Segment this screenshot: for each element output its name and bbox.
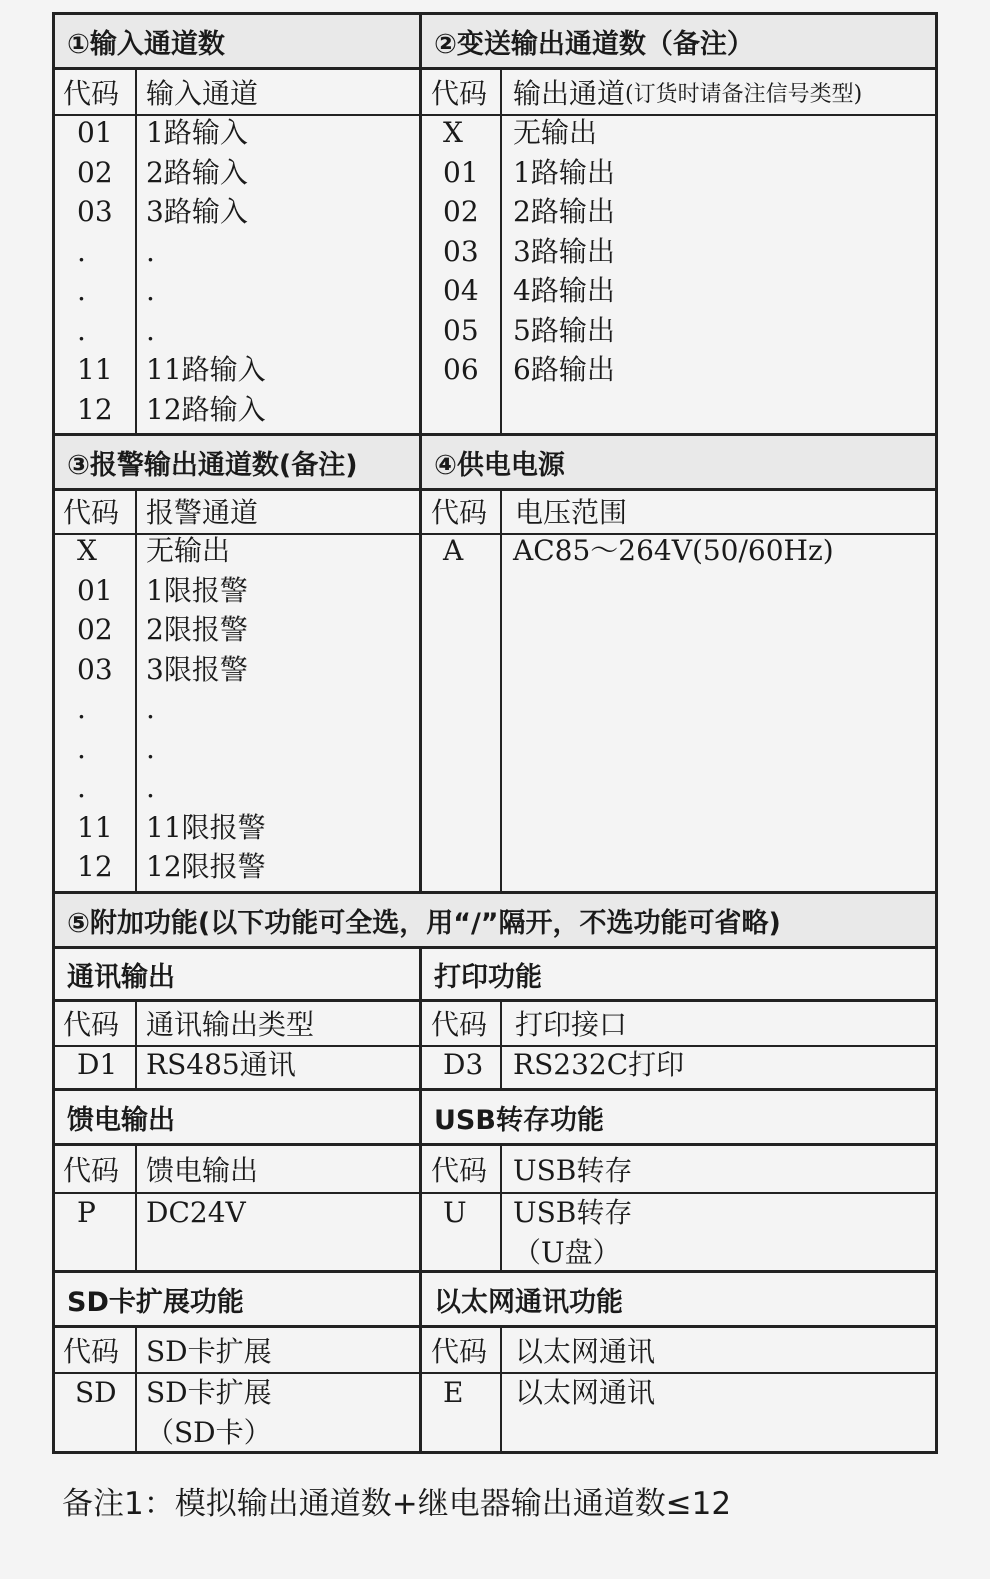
s1-value-header: 输入通道 [146, 77, 259, 110]
eth-value: 以太网通讯 [515, 1376, 656, 1409]
divider [500, 67, 502, 433]
sd-code: SD [75, 1376, 117, 1409]
print-code-header: 代码 [431, 1008, 488, 1041]
eth-code: E [443, 1376, 464, 1409]
sd-code-header: 代码 [63, 1335, 120, 1368]
option-value: 4路输出 [513, 274, 615, 307]
s3-code-header: 代码 [63, 496, 120, 529]
feed-output-title: 馈电输出 [55, 1091, 419, 1143]
divider [135, 1143, 137, 1270]
option-code: 01 [443, 155, 479, 189]
option-value: 1路输入 [146, 116, 248, 149]
comm-value-header: 通讯输出类型 [146, 1008, 315, 1041]
s2-value-header: 输出通道 [513, 77, 626, 110]
divider [55, 1372, 935, 1374]
ethernet-function-title: 以太网通讯功能 [422, 1273, 935, 1325]
print-value-header: 打印接口 [515, 1008, 628, 1041]
divider [500, 488, 502, 891]
divider [55, 1143, 935, 1146]
option-code: . [77, 771, 86, 804]
comm-code-header: 代码 [63, 1008, 120, 1041]
footnote: 备注1：模拟输出通道数+继电器输出通道数≤12 [62, 1486, 732, 1522]
option-value: . [146, 731, 155, 765]
option-value: 2限报警 [146, 613, 248, 646]
divider [135, 999, 137, 1088]
s4-code-header: 代码 [431, 496, 488, 529]
option-value: 无输出 [146, 534, 231, 567]
divider [135, 1325, 137, 1451]
option-code: 11 [77, 810, 113, 844]
section-input-channels-title: ①输入通道数 [55, 15, 419, 67]
sd-value: SD卡扩展 [146, 1376, 272, 1409]
divider [55, 67, 935, 70]
feed-code: P [77, 1196, 96, 1229]
option-code: X [77, 534, 97, 567]
usb-value: USB转存 [513, 1196, 633, 1229]
option-value: . [146, 771, 155, 804]
divider [419, 946, 422, 1451]
eth-value-header: 以太网通讯 [515, 1335, 656, 1368]
comm-value: RS485通讯 [146, 1048, 296, 1081]
option-code: . [77, 274, 86, 307]
option-code: . [77, 731, 86, 765]
s1-code-header: 代码 [63, 77, 120, 110]
option-value: 3限报警 [146, 652, 248, 686]
section-alarm-output-title: ③报警输出通道数(备注) [55, 436, 419, 488]
option-code: 03 [77, 195, 113, 228]
option-value: . [146, 313, 155, 347]
option-code: 06 [443, 353, 479, 386]
usb-value-header: USB转存 [513, 1154, 633, 1187]
divider [135, 488, 137, 891]
feed-code-header: 代码 [63, 1154, 120, 1187]
divider [135, 67, 137, 433]
divider [55, 1325, 935, 1328]
divider [500, 1143, 502, 1270]
divider [500, 999, 502, 1088]
option-code: . [77, 692, 86, 725]
option-code: 02 [77, 155, 113, 189]
option-value: 3路输入 [146, 195, 248, 228]
option-code: 05 [443, 313, 479, 347]
section-power-supply-title: ④供电电源 [422, 436, 935, 488]
option-value: 11限报警 [146, 810, 266, 844]
eth-code-header: 代码 [431, 1335, 488, 1368]
print-value: RS232C打印 [513, 1048, 685, 1081]
option-code: 12 [77, 850, 113, 883]
option-value: 1路输出 [513, 155, 615, 189]
option-code: 11 [77, 353, 113, 386]
spec-table [52, 12, 938, 1454]
usb-value-note: （U盘） [513, 1236, 621, 1269]
option-value: 3路输出 [513, 234, 615, 268]
feed-value-header: 馈电输出 [146, 1154, 259, 1187]
divider [419, 15, 422, 891]
s2-value-header-note: (订货时请备注信号类型) [625, 81, 863, 107]
option-value: 无输出 [513, 116, 598, 149]
option-code: . [77, 234, 86, 268]
option-value: 12限报警 [146, 850, 266, 883]
option-value: . [146, 234, 155, 268]
usb-code-header: 代码 [431, 1154, 488, 1187]
option-code: . [77, 313, 86, 347]
option-code: A [443, 534, 464, 567]
usb-code: U [443, 1196, 467, 1229]
option-value: 12路输入 [146, 392, 266, 426]
section-transmit-output-title: ②变送输出通道数（备注） [422, 15, 935, 67]
option-value: 6路输出 [513, 353, 615, 386]
option-code: 01 [77, 573, 113, 607]
sd-value-header: SD卡扩展 [146, 1335, 272, 1368]
option-value: 2路输入 [146, 155, 248, 189]
section-extra-functions-title: ⑤附加功能(以下功能可全选，用“/”隔开，不选功能可省略) [55, 894, 935, 946]
option-value: 2路输出 [513, 195, 615, 228]
option-value: 5路输出 [513, 313, 615, 347]
option-value: . [146, 692, 155, 725]
divider [500, 1325, 502, 1451]
option-code: 01 [77, 116, 113, 149]
option-code: 04 [443, 274, 479, 307]
option-code: 12 [77, 392, 113, 426]
option-value: 11路输入 [146, 353, 266, 386]
option-code: X [443, 116, 463, 149]
option-code: 03 [77, 652, 113, 686]
s2-value-header-group [513, 72, 862, 112]
s4-value-header: 电压范围 [515, 496, 628, 529]
s3-value-header: 报警通道 [146, 496, 259, 529]
print-code: D3 [443, 1048, 484, 1081]
divider [55, 999, 935, 1002]
usb-function-title: USB转存功能 [422, 1091, 935, 1143]
option-value: . [146, 274, 155, 307]
comm-code: D1 [77, 1048, 118, 1081]
option-code: 02 [77, 613, 113, 646]
feed-value: DC24V [146, 1196, 246, 1229]
divider [55, 1045, 935, 1047]
sd-function-title: SD卡扩展功能 [55, 1273, 419, 1325]
comm-output-title: 通讯输出 [55, 949, 419, 999]
sd-value-note: （SD卡） [146, 1416, 272, 1449]
s2-code-header: 代码 [431, 77, 488, 110]
print-function-title: 打印功能 [422, 949, 935, 999]
divider [55, 1192, 935, 1194]
option-code: 03 [443, 234, 479, 268]
option-value: AC85～264V(50/60Hz) [513, 534, 834, 567]
option-code: 02 [443, 195, 479, 228]
option-value: 1限报警 [146, 573, 248, 607]
